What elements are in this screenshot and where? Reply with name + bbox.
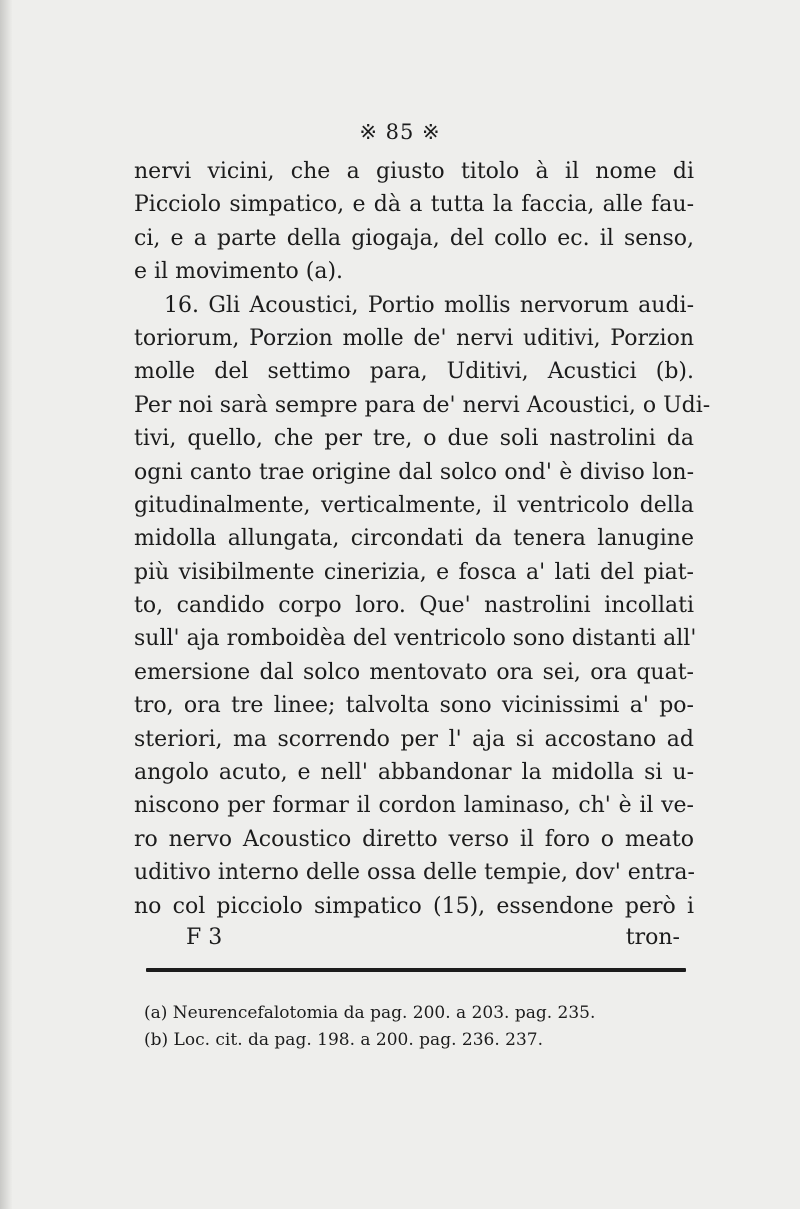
- text-line: ogni canto trae origine dal solco ond' è diviso lon-: [134, 459, 694, 485]
- body-text: [134, 155, 711, 923]
- signature-mark: F 3: [186, 925, 223, 950]
- text-line: tro, ora tre linee; talvolta sono vicinissimi a' po-: [134, 693, 694, 719]
- text-line: uditivo interno delle ossa delle tempie, dov' entra-: [134, 860, 695, 886]
- text-line: midolla allungata, circondati da tenera lanugine: [134, 526, 694, 552]
- text-line: angolo acuto, e nell' abbandonar la midolla si u-: [134, 760, 694, 786]
- text-line: più visibilmente cinerizia, e fosca a' lati del piat-: [134, 559, 694, 585]
- text-line: to, candido corpo loro. Que' nastrolini incollati: [134, 593, 694, 619]
- text-line: Per noi sarà sempre para de' nervi Acoustici, o Udi-: [134, 392, 711, 418]
- text-line: nervi vicini, che a giusto titolo à il nome di: [134, 159, 694, 184]
- text-line: gitudinalmente, verticalmente, il ventricolo della: [134, 492, 694, 518]
- page-spine-shadow: [0, 0, 12, 1209]
- text-line: Picciolo simpatico, e dà a tutta la faccia, alle fau-: [134, 192, 694, 218]
- text-line: e il movimento (a).: [134, 259, 344, 285]
- page-footer-row: [134, 925, 694, 959]
- text-line: tivi, quello, che per tre, o due soli nastrolini da: [134, 426, 694, 452]
- footnote-divider: [146, 968, 686, 972]
- text-line: ro nervo Acoustico diretto verso il foro o meato: [134, 826, 694, 852]
- footnote-b: (b) Loc. cit. da pag. 198. a 200. pag. 236. 237.: [144, 1030, 543, 1050]
- page-header: ※ 85 ※: [359, 120, 441, 144]
- text-line: toriorum, Porzion molle de' nervi uditivi, Porzion: [134, 325, 694, 351]
- text-line: sull' aja romboidèa del ventricolo sono distanti all': [134, 626, 697, 652]
- text-line: niscono per formar il cordon laminaso, ch' è il ve-: [134, 793, 694, 819]
- text-line: emersione dal solco mentovato ora sei, ora quat-: [134, 659, 694, 685]
- text-line: no col picciolo simpatico (15), essendone però i: [134, 893, 694, 919]
- text-line: steriori, ma scorrendo per l' aja si accostano ad: [134, 726, 694, 752]
- paragraph-start-line: 16. Gli Acoustici, Portio mollis nervorum audi-: [164, 292, 694, 318]
- text-line: ci, e a parte della giogaja, del collo ec. il senso,: [134, 225, 694, 251]
- footnote-a: (a) Neurencefalotomia da pag. 200. a 203. pag. 235.: [144, 1003, 596, 1023]
- catchword: tron-: [625, 925, 680, 950]
- footnotes: [144, 1000, 704, 1054]
- text-line: molle del settimo para, Uditivi, Acustici (b).: [134, 359, 694, 385]
